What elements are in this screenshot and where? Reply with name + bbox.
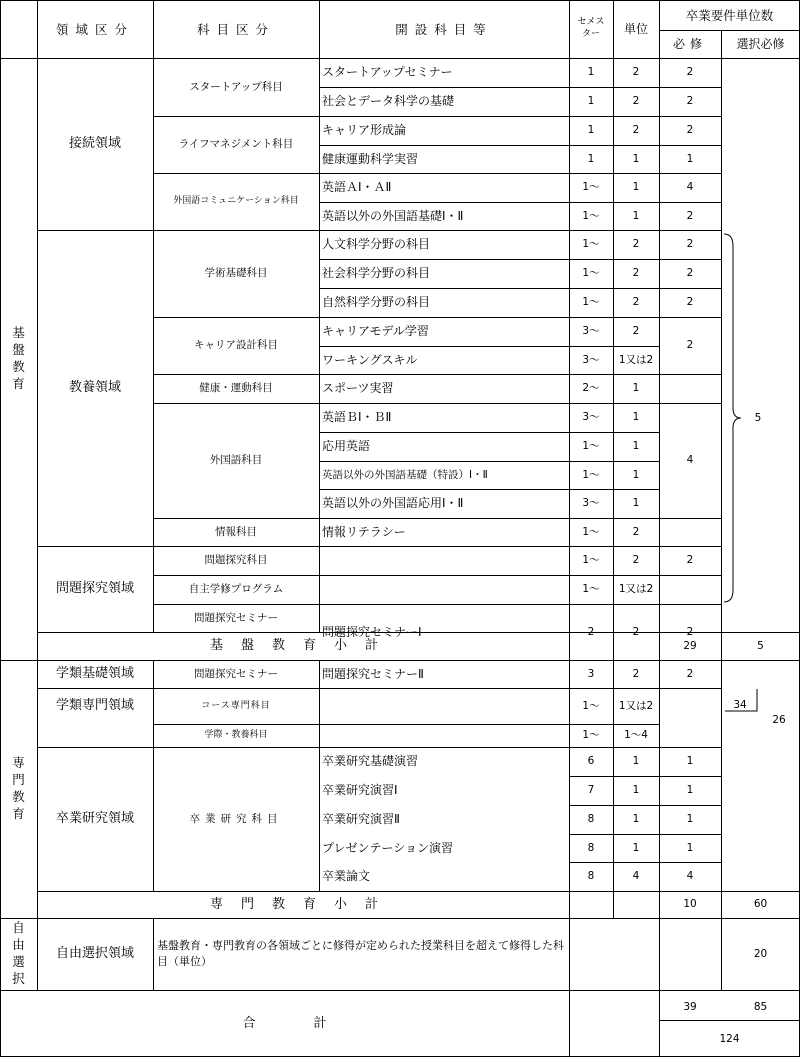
required-cell: 2 <box>686 667 694 680</box>
course-name: 卒業論文 <box>322 869 371 884</box>
category-health: 健康・運動科目 <box>199 382 273 395</box>
course-name <box>319 546 569 575</box>
required-cell: 4 <box>686 181 694 194</box>
unit-cell: 4 <box>632 870 640 883</box>
semester-cell: 1～ <box>582 440 600 453</box>
required-cell: 1 <box>686 813 694 826</box>
unit-cell: 1 <box>632 181 640 194</box>
unit-cell: 1 <box>632 209 640 222</box>
semester-cell: 3～ <box>582 325 600 338</box>
header-grad-req: 卒業要件単位数 <box>685 7 774 23</box>
semester-cell: 8 <box>587 841 595 854</box>
semester-cell: 2 <box>587 625 595 638</box>
unit-cell: 2 <box>632 554 640 567</box>
semester-cell: 3～ <box>582 497 600 510</box>
free-elective-units: 20 <box>753 947 768 960</box>
semester-cell: 6 <box>587 755 595 768</box>
domain-faculty-specialized: 学類専門領域 <box>55 698 134 714</box>
course-name: スポーツ実習 <box>322 381 394 396</box>
header-domain: 領域区分 <box>55 21 134 37</box>
course-name: 英語以外の外国語応用Ⅰ・Ⅱ <box>322 496 464 511</box>
category-info: 情報科目 <box>215 525 257 538</box>
header-course: 開設科目等 <box>395 21 493 37</box>
section-specialized <box>0 660 37 918</box>
required-cell: 1 <box>686 152 694 165</box>
semester-cell: 2～ <box>582 382 600 395</box>
specialized-subtotal-elective: 60 <box>753 898 768 911</box>
unit-cell: 2 <box>632 296 640 309</box>
category-interdisciplinary: 学際・教養科目 <box>204 730 268 741</box>
unit-cell: 2 <box>632 66 640 79</box>
category-career-design: キャリア設計科目 <box>194 339 278 352</box>
specialized-elective-total: 26 <box>772 713 786 726</box>
unit-cell: 1 <box>632 497 640 510</box>
semester-cell: 1～ <box>582 181 600 194</box>
domain-inquiry: 問題探究領域 <box>55 581 134 597</box>
liberal-elective: 5 <box>754 411 762 424</box>
course-name: ワーキングスキル <box>322 352 418 367</box>
required-cell <box>659 518 721 546</box>
domain-graduation-research: 卒業研究領域 <box>55 811 134 827</box>
unit-cell: 1～4 <box>624 729 648 742</box>
section-char: 自 <box>12 920 25 936</box>
semester-cell: 1～ <box>582 296 600 309</box>
unit-cell: 1 <box>632 152 640 165</box>
foundation-subtotal-label <box>37 632 569 660</box>
unit-cell: 2 <box>632 525 640 538</box>
course-name <box>319 724 569 747</box>
section-char: 教 <box>12 359 25 374</box>
specialized-subtotal-text: 専門教育小計 <box>209 896 396 912</box>
section-free-text <box>12 920 25 988</box>
course-name: キャリアモデル学習 <box>322 324 429 339</box>
unit-cell: 2 <box>632 238 640 251</box>
required-cell: 2 <box>686 296 694 309</box>
header-semester: セメスター <box>577 17 605 39</box>
unit-cell: 1 <box>632 411 640 424</box>
header-required: 必修 <box>672 36 707 51</box>
section-free <box>0 918 37 990</box>
specialized-subtotal-label <box>37 891 569 918</box>
unit-cell: 1又は2 <box>618 353 654 366</box>
required-cell <box>659 374 721 403</box>
category-startup: スタートアップ科目 <box>189 80 283 93</box>
semester-cell: 1 <box>587 124 595 137</box>
career-design-required: 2 <box>686 339 694 352</box>
required-cell: 1 <box>686 841 694 854</box>
course-name: プレゼンテーション演習 <box>322 840 454 855</box>
unit-cell: 1 <box>632 841 640 854</box>
semester-cell: 1～ <box>582 729 600 742</box>
section-char: 選 <box>12 954 25 969</box>
semester-cell: 1～ <box>582 699 600 712</box>
grid-line <box>721 58 800 59</box>
course-name <box>319 688 569 724</box>
course-name: 応用英語 <box>322 439 371 454</box>
unit-cell: 2 <box>632 267 640 280</box>
category-graduation-research: 卒業研究科目 <box>189 812 283 825</box>
foundation-subtotal-required: 29 <box>683 639 697 652</box>
required-cell: 2 <box>686 209 694 222</box>
required-cell: 2 <box>686 238 694 251</box>
domain-free-elective: 自由選択領域 <box>55 946 134 962</box>
semester-cell: 1～ <box>582 209 600 222</box>
section-char: 門 <box>12 772 25 788</box>
semester-cell: 1～ <box>582 525 600 538</box>
required-cell: 2 <box>686 625 694 638</box>
course-name: 英語以外の外国語基礎（特設）Ⅰ・Ⅱ <box>322 468 488 481</box>
semester-cell: 7 <box>587 784 595 797</box>
semester-cell: 3～ <box>582 411 600 424</box>
foundation-subtotal-elective: 5 <box>757 639 764 652</box>
unit-cell: 1 <box>632 784 640 797</box>
total-label: 合計 <box>242 1015 385 1031</box>
required-cell: 1 <box>686 784 694 797</box>
header-elective-required: 選択必修 <box>736 36 785 51</box>
section-foundation <box>0 58 37 660</box>
domain-liberal: 教養領域 <box>68 380 121 396</box>
course-name: 社会科学分野の科目 <box>322 266 431 281</box>
semester-cell: 1～ <box>582 583 600 596</box>
section-foundation-text <box>12 325 25 393</box>
required-cell: 4 <box>686 870 694 883</box>
semester-cell: 8 <box>587 870 595 883</box>
category-foreign-comm: 外国語コミュニケーション科目 <box>173 196 299 207</box>
required-cell <box>659 688 721 724</box>
header-category: 科目区分 <box>196 21 275 37</box>
category-life-management: ライフマネジメント科目 <box>178 138 294 151</box>
course-name <box>319 575 569 604</box>
total-required: 39 <box>683 1000 697 1013</box>
unit-cell: 1 <box>632 440 640 453</box>
course-name: 卒業研究基礎演習 <box>322 754 419 769</box>
unit-cell: 2 <box>632 95 640 108</box>
category-course-specialized: コース専門科目 <box>201 700 271 711</box>
required-cell: 2 <box>686 66 694 79</box>
semester-cell: 3 <box>587 667 595 680</box>
unit-cell: 1又は2 <box>618 699 654 712</box>
required-cell: 2 <box>686 95 694 108</box>
semester-cell: 1～ <box>582 554 600 567</box>
section-char: 育 <box>12 805 25 821</box>
course-name: 英語ＢⅠ・ＢⅡ <box>322 410 392 425</box>
unit-cell: 1又は2 <box>618 583 654 596</box>
course-name: 情報リテラシー <box>322 524 406 539</box>
section-char: 育 <box>12 375 25 391</box>
course-name: 人文科学分野の科目 <box>322 237 431 252</box>
course-name: 問題探究セミナーⅡ <box>322 666 424 681</box>
semester-cell: 1～ <box>582 267 600 280</box>
semester-cell: 1～ <box>582 238 600 251</box>
section-char: 由 <box>12 937 25 953</box>
total-grand: 124 <box>719 1033 740 1046</box>
unit-cell: 2 <box>632 124 640 137</box>
required-cell: 2 <box>686 124 694 137</box>
required-cell <box>659 575 721 604</box>
unit-cell: 1 <box>632 382 640 395</box>
course-name: 問題探究セミナーⅠ <box>322 624 422 639</box>
free-elective-description: 基盤教育・専門教育の各領域ごとに修得が定められた授業科目を超えて修得した科目（単位） <box>157 939 564 968</box>
foundation-subtotal-text: 基盤教育小計 <box>209 638 396 654</box>
domain-connection: 接続領域 <box>68 136 121 152</box>
required-cell: 1 <box>686 755 694 768</box>
course-name: 卒業研究演習Ⅱ <box>322 812 400 827</box>
unit-cell: 1 <box>632 755 640 768</box>
course-elective: 34 <box>733 698 747 711</box>
category-inquiry-course: 問題探究科目 <box>204 554 268 567</box>
foreign-lang-required: 4 <box>686 454 694 467</box>
domain-faculty-basic: 学類基礎領域 <box>55 666 134 682</box>
unit-cell: 2 <box>632 325 640 338</box>
section-char: 専 <box>12 755 25 771</box>
unit-cell: 2 <box>632 625 640 638</box>
semester-cell: 1 <box>587 66 595 79</box>
semester-cell: 1 <box>587 152 595 165</box>
category-inquiry-seminar-2: 問題探究セミナー <box>194 667 278 680</box>
course-name: スタートアップセミナー <box>322 65 453 80</box>
course-name: キャリア形成論 <box>322 123 407 138</box>
course-name: 健康運動科学実習 <box>322 151 419 166</box>
category-foreign-lang: 外国語科目 <box>209 454 263 467</box>
category-academic-basic: 学術基礎科目 <box>204 267 268 280</box>
course-name: 卒業研究演習Ⅰ <box>322 783 398 798</box>
course-name: 英語ＡⅠ・ＡⅡ <box>322 180 392 195</box>
unit-cell: 1 <box>632 468 640 481</box>
unit-cell: 2 <box>632 667 640 680</box>
course-name: 英語以外の外国語基礎Ⅰ・Ⅱ <box>322 208 464 223</box>
section-char: 盤 <box>12 342 25 358</box>
category-self-study: 自主学修プログラム <box>188 583 284 596</box>
required-cell: 2 <box>686 267 694 280</box>
grid-line <box>659 1020 800 1021</box>
section-char: 基 <box>12 325 25 341</box>
section-char: 択 <box>12 970 25 986</box>
category-inquiry-seminar: 問題探究セミナー <box>194 611 278 624</box>
course-name: 社会とデータ科学の基礎 <box>322 94 455 109</box>
semester-cell: 3～ <box>582 353 600 366</box>
unit-cell: 1 <box>632 813 640 826</box>
course-name: 自然科学分野の科目 <box>322 295 431 310</box>
section-specialized-text <box>12 755 25 823</box>
semester-cell: 1～ <box>582 468 600 481</box>
required-cell: 2 <box>686 554 694 567</box>
semester-cell: 8 <box>587 813 595 826</box>
grid-line <box>721 660 800 661</box>
specialized-subtotal-required: 10 <box>683 898 697 911</box>
section-char: 教 <box>12 789 25 804</box>
semester-cell: 1 <box>587 95 595 108</box>
total-elective: 85 <box>753 1000 768 1013</box>
header-unit: 単位 <box>623 21 648 36</box>
required-cell <box>659 724 721 747</box>
